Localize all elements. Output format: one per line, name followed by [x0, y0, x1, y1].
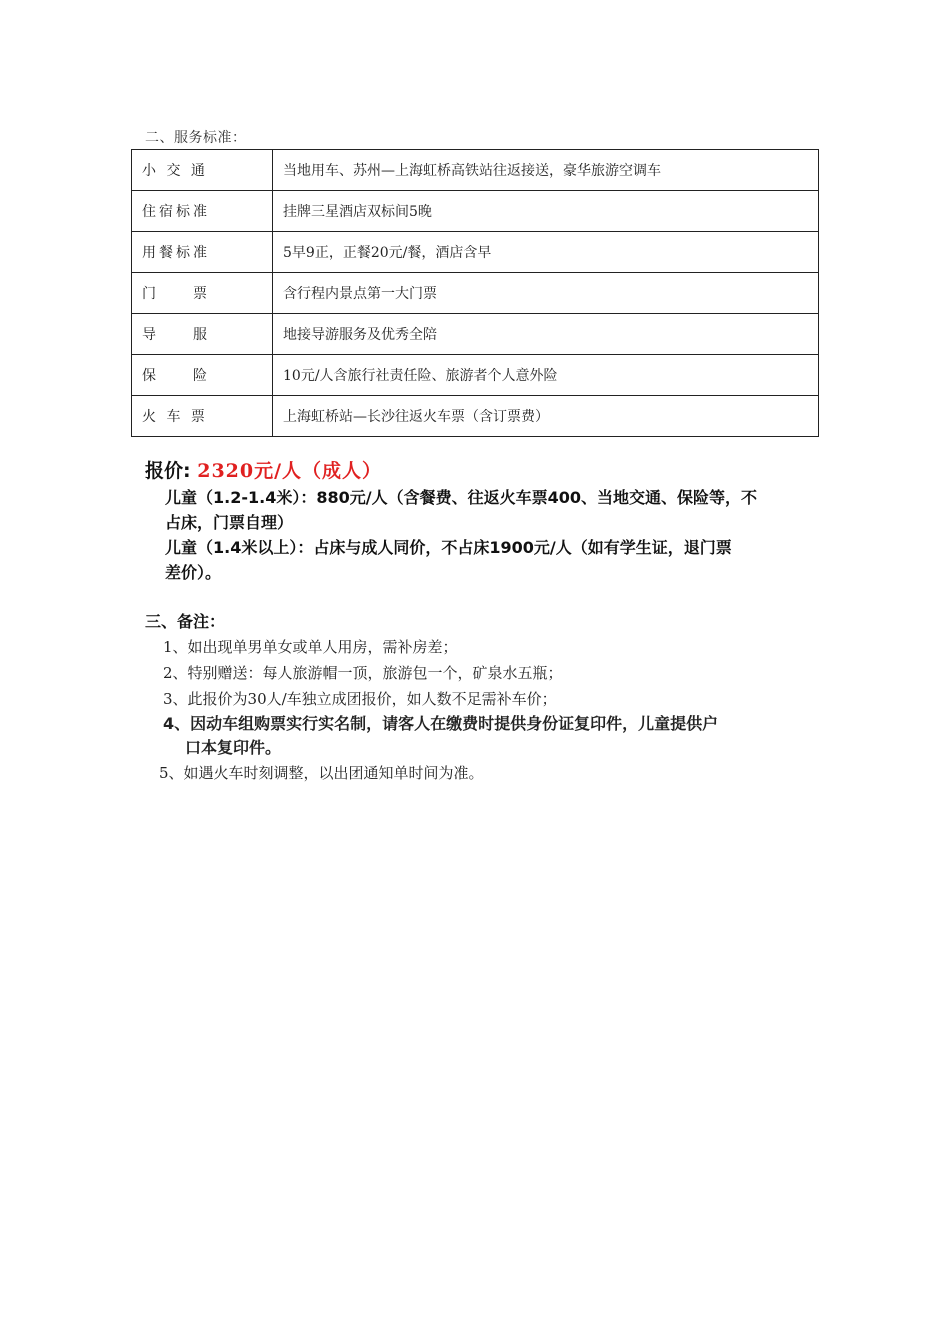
service-standard-table [131, 149, 819, 437]
row-label: 门 票 [132, 273, 273, 314]
child-price-note-1 [145, 485, 815, 535]
row-label: 住宿标准 [132, 191, 273, 232]
row-label: 保 险 [132, 355, 273, 396]
table-row [132, 191, 819, 232]
row-label: 小 交 通 [132, 150, 273, 191]
adult-price: 2320元/人（成人） [197, 460, 383, 482]
remark-item-1: 1、如出现单男单女或单人用房，需补房差； [163, 638, 458, 656]
table-row [132, 273, 819, 314]
row-value: 上海虹桥站—长沙往返火车票（含订票费） [273, 396, 819, 437]
row-label: 用餐标准 [132, 232, 273, 273]
row-value: 当地用车、苏州—上海虹桥高铁站往返接送，豪华旅游空调车 [273, 150, 819, 191]
remark-item-4-line-1: 4、因动车组购票实行实名制，请客人在缴费时提供身份证复印件，儿童提供户 [163, 714, 719, 733]
child-note-2-line-1: 儿童（1.4米以上）：占床与成人同价，不占床1900元/人（如有学生证，退门票 [165, 538, 732, 557]
child-note-1-line-1: 儿童（1.2-1.4米）：880元/人（含餐费、往返火车票400、当地交通、保险等，不 [165, 488, 757, 507]
remark-item-5: 5、如遇火车时刻调整，以出团通知单时间为准。 [159, 764, 484, 782]
remark-item-2: 2、特别赠送：每人旅游帽一顶，旅游包一个，矿泉水五瓶； [163, 664, 563, 682]
remark-item-3: 3、此报价为30人/车独立成团报价，如人数不足需补车价； [163, 690, 557, 708]
table-row [132, 396, 819, 437]
price-label: 报价: [145, 460, 191, 482]
remarks-section [145, 610, 815, 786]
child-note-2-line-2: 差价）。 [165, 563, 222, 582]
table-row [132, 314, 819, 355]
service-standard-heading: 二、服务标准： [145, 130, 247, 146]
table-row [132, 150, 819, 191]
row-label: 火 车 票 [132, 396, 273, 437]
child-price-note-2 [145, 535, 815, 585]
row-value: 5早9正，正餐20元/餐，酒店含早 [273, 232, 819, 273]
table-row [132, 232, 819, 273]
row-value: 挂牌三星酒店双标间5晚 [273, 191, 819, 232]
table-row [132, 355, 819, 396]
row-label: 导 服 [132, 314, 273, 355]
remark-item-4 [145, 712, 815, 760]
remarks-heading: 三、备注： [145, 612, 226, 631]
price-line [145, 457, 815, 485]
row-value: 含行程内景点第一大门票 [273, 273, 819, 314]
row-value: 地接导游服务及优秀全陪 [273, 314, 819, 355]
child-note-1-line-2: 占床，门票自理） [165, 513, 294, 532]
row-value: 10元/人含旅行社责任险、旅游者个人意外险 [273, 355, 819, 396]
price-section [145, 457, 815, 585]
remark-item-4-line-2: 口本复印件。 [185, 738, 282, 757]
